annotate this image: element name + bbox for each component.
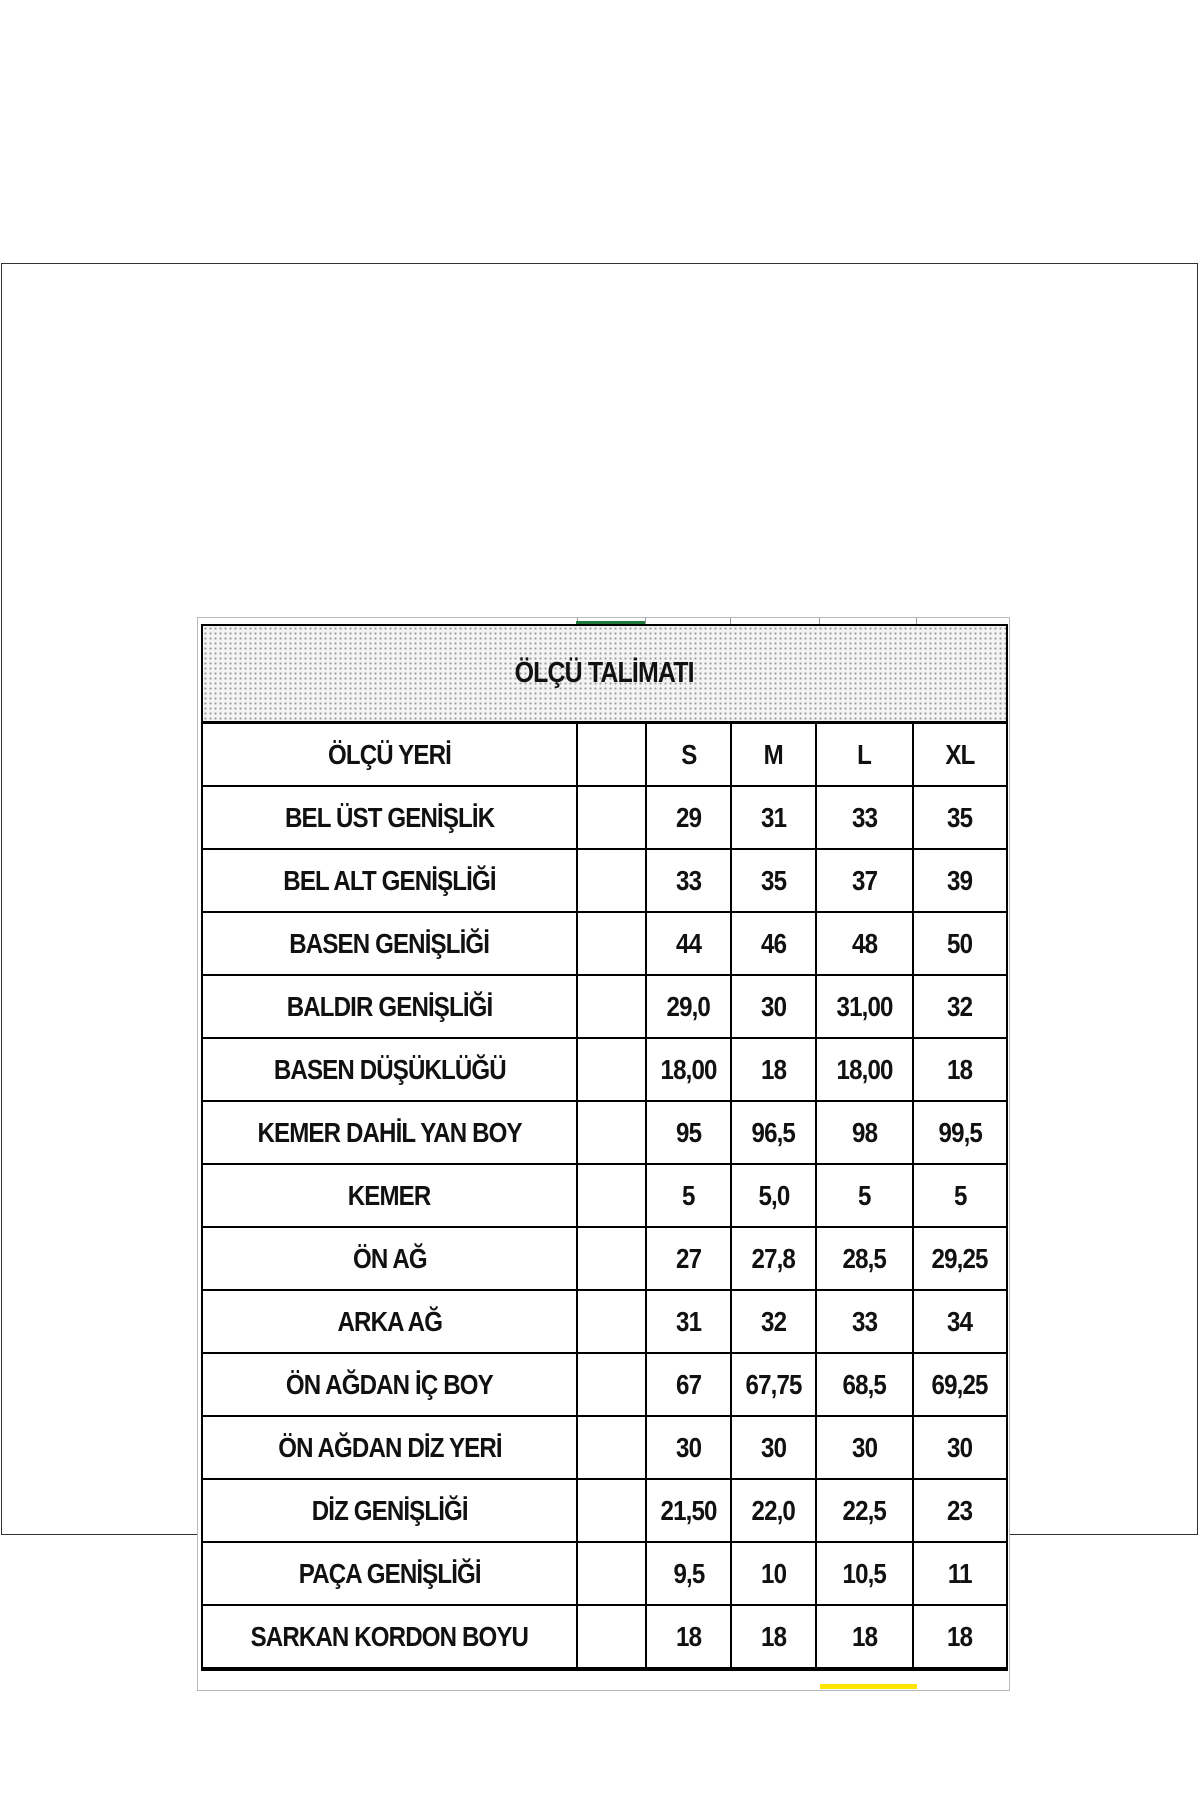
measurement-row [202, 1227, 1007, 1290]
measurement-label-cell [202, 1605, 577, 1669]
measurement-label: ÖN AĞ [352, 1242, 427, 1274]
blank-cell [577, 1605, 646, 1669]
value-cell-xl [913, 1542, 1007, 1605]
measurement-row [202, 1416, 1007, 1479]
measurement-label: BASEN DÜŞÜKLÜĞÜ [273, 1053, 506, 1085]
blank-cell [577, 975, 646, 1038]
value-cell-s [646, 975, 731, 1038]
value-cell-m [731, 1479, 816, 1542]
measurement-value: 27,8 [751, 1242, 796, 1274]
highlighted-cell-marker [820, 1684, 917, 1689]
measurement-label: BALDIR GENİŞLİĞİ [286, 990, 493, 1022]
title-cell [202, 625, 1007, 723]
measurement-value: 33 [851, 801, 878, 833]
value-cell-s [646, 1416, 731, 1479]
measurement-label: PAÇA GENİŞLİĞİ [298, 1557, 481, 1589]
size-chart-table [201, 624, 1008, 1671]
value-cell-m [731, 849, 816, 912]
measurement-row [202, 1479, 1007, 1542]
measurement-value: 23 [947, 1494, 973, 1526]
header-size-m [731, 723, 816, 787]
value-cell-s [646, 1164, 731, 1227]
value-cell-xl [913, 1605, 1007, 1669]
measurement-label-cell [202, 975, 577, 1038]
value-cell-m [731, 912, 816, 975]
value-cell-m [731, 1038, 816, 1101]
header-blank-cell [577, 723, 646, 787]
measurement-label-cell [202, 1227, 577, 1290]
measurement-value: 30 [760, 1431, 787, 1463]
measurement-value: 31,00 [836, 990, 893, 1022]
measurement-value: 29,25 [932, 1242, 988, 1274]
blank-cell [577, 849, 646, 912]
measurement-label-cell [202, 1353, 577, 1416]
value-cell-s [646, 1542, 731, 1605]
measurement-value: 18 [947, 1620, 973, 1652]
value-cell-xl [913, 1479, 1007, 1542]
measurement-label: ÖN AĞDAN DİZ YERİ [277, 1431, 502, 1463]
measurement-row [202, 1290, 1007, 1353]
measurement-value: 28,5 [842, 1242, 887, 1274]
measurement-value: 32 [760, 1305, 787, 1337]
value-cell-s [646, 1353, 731, 1416]
value-cell-m [731, 1290, 816, 1353]
measurement-label: KEMER [348, 1179, 431, 1211]
measurement-value: 18 [760, 1620, 787, 1652]
value-cell-l [816, 849, 913, 912]
measurement-value: 39 [947, 864, 973, 896]
measurement-value: 11 [948, 1557, 972, 1589]
measurement-value: 35 [760, 864, 787, 896]
measurement-value: 33 [851, 1305, 878, 1337]
title-row [202, 625, 1007, 723]
blank-cell [577, 1542, 646, 1605]
value-cell-l [816, 1164, 913, 1227]
header-measure-label: ÖLÇÜ YERİ [328, 738, 451, 770]
measurement-value: 29,0 [666, 990, 711, 1022]
value-cell-xl [913, 786, 1007, 849]
measurement-value: 96,5 [751, 1116, 796, 1148]
value-cell-m [731, 1416, 816, 1479]
measurement-label-cell [202, 1416, 577, 1479]
measurement-label-cell [202, 1101, 577, 1164]
measurement-row [202, 1038, 1007, 1101]
value-cell-m [731, 1605, 816, 1669]
measurement-row [202, 1605, 1007, 1669]
measurement-value: 32 [947, 990, 973, 1022]
value-cell-l [816, 1227, 913, 1290]
measurement-label-cell [202, 786, 577, 849]
value-cell-l [816, 1101, 913, 1164]
size-chart-sheet [197, 617, 1010, 1691]
value-cell-m [731, 1101, 816, 1164]
blank-cell [577, 1353, 646, 1416]
measurement-value: 34 [947, 1305, 973, 1337]
measurement-value: 5 [682, 1179, 695, 1211]
measurement-label-cell [202, 849, 577, 912]
measurement-value: 9,5 [673, 1557, 704, 1589]
size-label: S [680, 738, 697, 770]
size-label: XL [945, 738, 975, 770]
blank-cell [577, 1290, 646, 1353]
measurement-row [202, 1101, 1007, 1164]
measurement-value: 22,5 [842, 1494, 887, 1526]
value-cell-l [816, 1605, 913, 1669]
table-title: ÖLÇÜ TALİMATI [514, 657, 695, 689]
measurement-label-cell [202, 1479, 577, 1542]
value-cell-xl [913, 1101, 1007, 1164]
value-cell-xl [913, 849, 1007, 912]
header-size-l [816, 723, 913, 787]
value-cell-xl [913, 1038, 1007, 1101]
blank-cell [577, 1101, 646, 1164]
measurement-value: 22,0 [751, 1494, 796, 1526]
blank-cell [577, 1227, 646, 1290]
value-cell-m [731, 1164, 816, 1227]
measurement-value: 99,5 [938, 1116, 982, 1148]
value-cell-l [816, 975, 913, 1038]
measurement-value: 10,5 [842, 1557, 887, 1589]
size-label: M [763, 738, 784, 770]
value-cell-s [646, 1605, 731, 1669]
measurement-row [202, 786, 1007, 849]
header-row [202, 723, 1007, 787]
image-frame [1, 263, 1198, 1652]
value-cell-s [646, 1038, 731, 1101]
measurement-row [202, 1353, 1007, 1416]
measurement-value: 18,00 [836, 1053, 893, 1085]
measurement-value: 31 [760, 801, 787, 833]
value-cell-l [816, 1038, 913, 1101]
blank-cell [577, 1479, 646, 1542]
value-cell-l [816, 1479, 913, 1542]
measurement-label: SARKAN KORDON BOYU [250, 1620, 529, 1652]
measurement-row [202, 912, 1007, 975]
value-cell-xl [913, 1290, 1007, 1353]
value-cell-m [731, 1353, 816, 1416]
measurement-value: 5 [953, 1179, 967, 1211]
measurement-value: 30 [947, 1431, 973, 1463]
measurement-value: 18,00 [660, 1053, 717, 1085]
measurement-value: 95 [675, 1116, 702, 1148]
value-cell-s [646, 912, 731, 975]
measurement-value: 46 [760, 927, 787, 959]
measurement-value: 37 [851, 864, 878, 896]
blank-cell [577, 786, 646, 849]
measurement-label: BEL ÜST GENİŞLİK [284, 801, 495, 833]
value-cell-l [816, 786, 913, 849]
value-cell-m [731, 975, 816, 1038]
measurement-label: ARKA AĞ [337, 1305, 442, 1337]
measurement-label: DİZ GENİŞLİĞİ [311, 1494, 468, 1526]
measurement-label-cell [202, 1290, 577, 1353]
measurement-row [202, 1164, 1007, 1227]
value-cell-xl [913, 975, 1007, 1038]
measurement-value: 67,75 [745, 1368, 802, 1400]
value-cell-s [646, 849, 731, 912]
value-cell-m [731, 786, 816, 849]
value-cell-xl [913, 1227, 1007, 1290]
measurement-value: 48 [851, 927, 878, 959]
value-cell-xl [913, 912, 1007, 975]
measurement-value: 69,25 [932, 1368, 988, 1400]
measurement-row [202, 1542, 1007, 1605]
measurement-value: 21,50 [660, 1494, 717, 1526]
measurement-label-cell [202, 1542, 577, 1605]
measurement-label: KEMER DAHİL YAN BOY [257, 1116, 522, 1148]
value-cell-s [646, 1290, 731, 1353]
measurement-label-cell [202, 1164, 577, 1227]
blank-cell [577, 1416, 646, 1479]
measurement-value: 10 [760, 1557, 787, 1589]
measurement-label: BASEN GENİŞLİĞİ [289, 927, 490, 959]
value-cell-l [816, 1542, 913, 1605]
size-label: L [857, 738, 872, 770]
measurement-value: 30 [851, 1431, 878, 1463]
measurement-value: 30 [760, 990, 787, 1022]
measurement-value: 33 [675, 864, 702, 896]
header-size-s [646, 723, 731, 787]
value-cell-s [646, 786, 731, 849]
measurement-value: 27 [675, 1242, 702, 1274]
measurement-value: 68,5 [842, 1368, 887, 1400]
value-cell-s [646, 1101, 731, 1164]
value-cell-m [731, 1542, 816, 1605]
measurement-row [202, 975, 1007, 1038]
value-cell-s [646, 1479, 731, 1542]
blank-cell [577, 1164, 646, 1227]
value-cell-l [816, 1353, 913, 1416]
measurement-value: 98 [851, 1116, 878, 1148]
measurement-label-cell [202, 1038, 577, 1101]
measurement-value: 29 [675, 801, 702, 833]
measurement-value: 30 [675, 1431, 702, 1463]
measurement-value: 35 [947, 801, 973, 833]
measurement-value: 44 [675, 927, 702, 959]
measurement-value: 18 [947, 1053, 973, 1085]
value-cell-xl [913, 1353, 1007, 1416]
measurement-value: 5,0 [758, 1179, 789, 1211]
blank-cell [577, 912, 646, 975]
blank-cell [577, 1038, 646, 1101]
value-cell-m [731, 1227, 816, 1290]
value-cell-l [816, 1416, 913, 1479]
measurement-row [202, 849, 1007, 912]
measurement-label: ÖN AĞDAN İÇ BOY [286, 1368, 493, 1400]
measurement-label-cell [202, 912, 577, 975]
measurement-value: 31 [675, 1305, 702, 1337]
header-measure-cell [202, 723, 577, 787]
value-cell-xl [913, 1416, 1007, 1479]
header-size-xl [913, 723, 1007, 787]
measurement-value: 67 [675, 1368, 702, 1400]
measurement-label: BEL ALT GENİŞLİĞİ [283, 864, 496, 896]
value-cell-l [816, 912, 913, 975]
measurement-value: 50 [947, 927, 973, 959]
measurement-value: 18 [675, 1620, 702, 1652]
value-cell-l [816, 1290, 913, 1353]
value-cell-s [646, 1227, 731, 1290]
measurement-value: 18 [760, 1053, 787, 1085]
value-cell-xl [913, 1164, 1007, 1227]
measurement-value: 18 [851, 1620, 878, 1652]
measurement-value: 5 [858, 1179, 871, 1211]
